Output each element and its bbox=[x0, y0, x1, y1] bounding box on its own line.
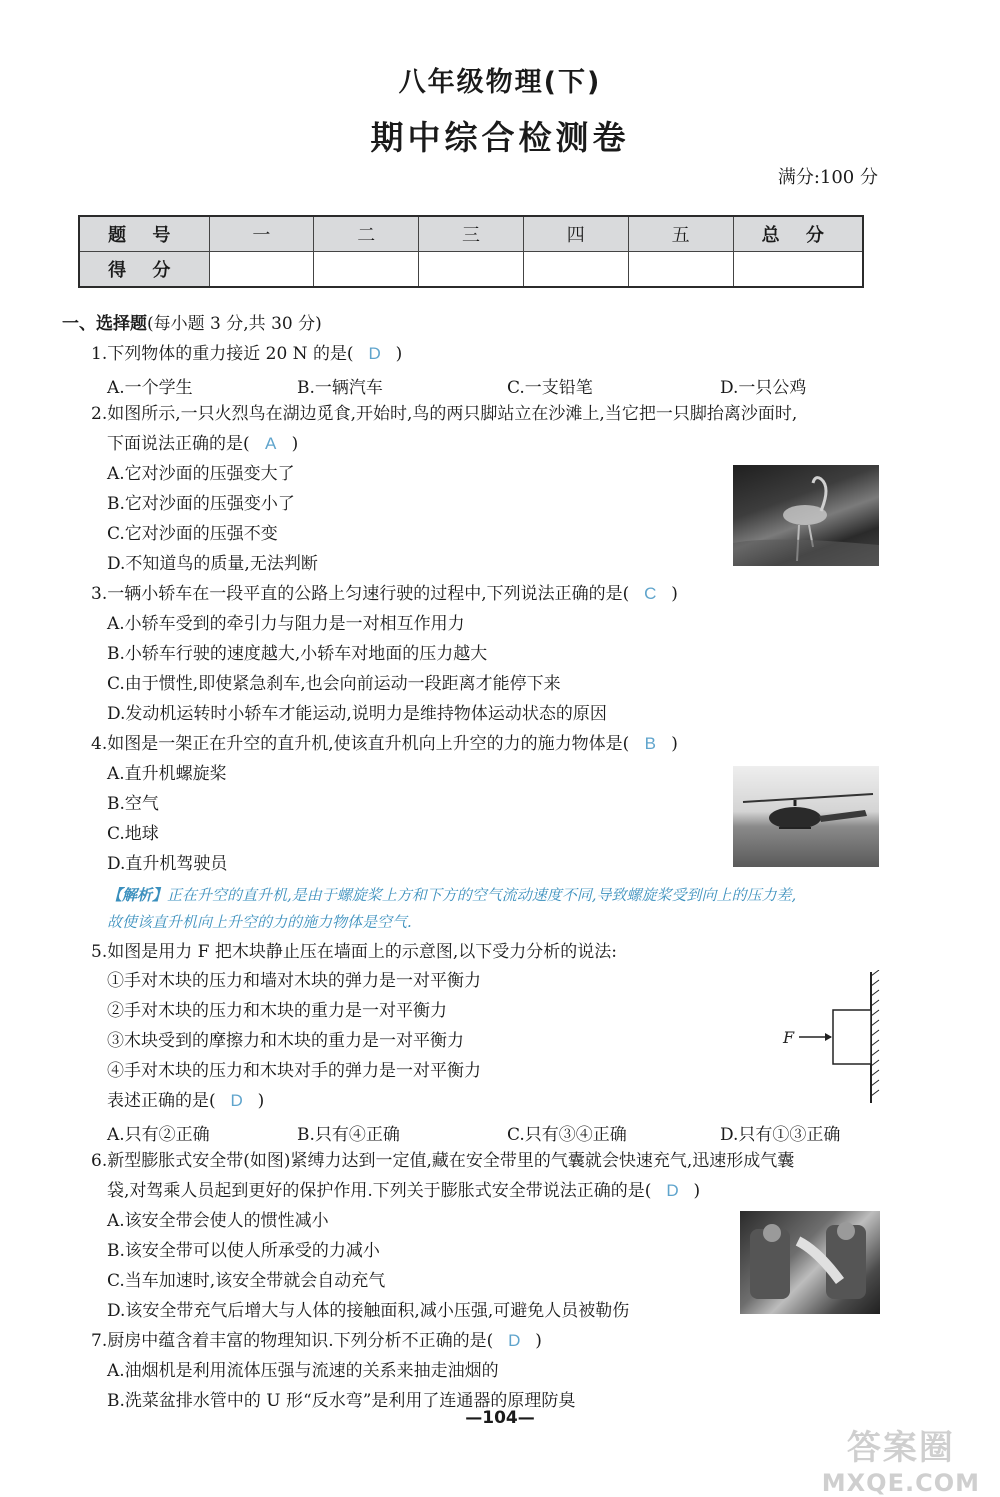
answer-mark: D bbox=[368, 344, 381, 363]
question-text: 袋,对驾乘人员起到更好的保护作用.下列关于膨胀式安全带说法正确的是( bbox=[107, 1181, 652, 1201]
question-2-option-d: D.不知道鸟的质量,无法判断 bbox=[107, 554, 318, 574]
question-4-stem bbox=[91, 733, 678, 755]
question-6-option-a: A.该安全带会使人的惯性减小 bbox=[107, 1211, 329, 1231]
answer-mark: A bbox=[264, 434, 277, 453]
section-title: 一、选择题 bbox=[62, 314, 147, 334]
answer-mark: B bbox=[644, 734, 656, 753]
question-6-stem-line2 bbox=[107, 1180, 700, 1202]
score-col-4: 四 bbox=[523, 216, 628, 252]
seatbelt-photo bbox=[740, 1211, 880, 1314]
question-4-option-c: C.地球 bbox=[107, 824, 159, 844]
question-7-stem bbox=[91, 1330, 542, 1352]
helicopter-photo bbox=[733, 766, 879, 867]
watermark bbox=[822, 1420, 980, 1497]
question-7-option-b: B.洗菜盆排水管中的 U 形“反水弯”是利用了连通器的原理防臭 bbox=[107, 1391, 576, 1411]
question-3-stem bbox=[91, 583, 678, 605]
question-2-stem-line2 bbox=[107, 433, 298, 455]
option-b: B.只有④正确 bbox=[297, 1125, 400, 1145]
question-text: 3.一辆小轿车在一段平直的公路上匀速行驶的过程中,下列说法正确的是( bbox=[91, 584, 630, 604]
close-paren: ) bbox=[671, 734, 678, 754]
question-text: 4.如图是一架正在升空的直升机,使该直升机向上升空的力的施力物体是( bbox=[91, 734, 630, 754]
score-cell-1[interactable] bbox=[209, 252, 314, 288]
score-table-score-row bbox=[79, 252, 863, 288]
close-paren: ) bbox=[395, 344, 403, 364]
option-c: C.只有③④正确 bbox=[507, 1125, 627, 1145]
full-mark: 满分:100 分 bbox=[777, 167, 878, 188]
force-label: F bbox=[783, 1028, 795, 1047]
watermark-logo-text: 答案圈 bbox=[846, 1428, 955, 1468]
score-cell-3[interactable] bbox=[419, 252, 524, 288]
question-text: 7.厨房中蕴含着丰富的物理知识.下列分析不正确的是( bbox=[91, 1331, 494, 1351]
score-col-3: 三 bbox=[419, 216, 524, 252]
close-paren: ) bbox=[291, 434, 299, 454]
section-heading bbox=[62, 313, 322, 335]
answer-mark: D bbox=[666, 1181, 679, 1200]
score-cell-total[interactable] bbox=[733, 252, 863, 288]
option-a: A.只有②正确 bbox=[107, 1125, 210, 1145]
score-cell-5[interactable] bbox=[628, 252, 733, 288]
question-5-statement-3: ③木块受到的摩擦力和木块的重力是一对平衡力 bbox=[107, 1031, 464, 1051]
question-7-option-a: A.油烟机是利用流体压强与流速的关系来抽走油烟的 bbox=[107, 1361, 499, 1381]
question-5-stem: 5.如图是用力 F 把木块静止压在墙面上的示意图,以下受力分析的说法: bbox=[91, 942, 617, 962]
question-4-analysis-line1 bbox=[107, 884, 796, 906]
question-2-option-a: A.它对沙面的压强变大了 bbox=[107, 464, 295, 484]
question-text: 下面说法正确的是( bbox=[107, 434, 250, 454]
question-3-option-b: B.小轿车行驶的速度越大,小轿车对地面的压力越大 bbox=[107, 644, 488, 664]
score-cell-4[interactable] bbox=[523, 252, 628, 288]
answer-mark: C bbox=[644, 584, 657, 603]
question-5-ask bbox=[107, 1090, 264, 1112]
question-6-option-b: B.该安全带可以使人所承受的力减小 bbox=[107, 1241, 380, 1261]
score-col-1: 一 bbox=[209, 216, 314, 252]
question-4-option-b: B.空气 bbox=[107, 794, 159, 814]
option-c: C.一支铅笔 bbox=[507, 378, 593, 398]
question-2-stem-line1: 2.如图所示,一只火烈鸟在湖边觅食,开始时,鸟的两只脚站立在沙滩上,当它把一只脚抬离沙面时, bbox=[91, 404, 798, 424]
close-paren: ) bbox=[693, 1181, 701, 1201]
score-row-label: 得 分 bbox=[79, 252, 209, 288]
score-col-2: 二 bbox=[314, 216, 419, 252]
score-col-5: 五 bbox=[628, 216, 733, 252]
close-paren: ) bbox=[257, 1091, 265, 1111]
question-6-stem-line1: 6.新型膨胀式安全带(如图)紧缚力达到一定值,藏在安全带里的气囊就会快速充气,迅速形成气囊 bbox=[91, 1151, 795, 1171]
answer-mark: D bbox=[508, 1331, 521, 1350]
close-paren: ) bbox=[535, 1331, 542, 1351]
score-table-header-row bbox=[79, 216, 863, 252]
question-2-option-c: C.它对沙面的压强不变 bbox=[107, 524, 278, 544]
question-4-analysis-line2: 故使该直升机向上升空的力的施力物体是空气. bbox=[107, 913, 412, 931]
question-2-option-b: B.它对沙面的压强变小了 bbox=[107, 494, 295, 514]
subject-heading: 八年级物理(下) bbox=[398, 67, 602, 98]
score-cell-2[interactable] bbox=[314, 252, 419, 288]
question-4-option-a: A.直升机螺旋桨 bbox=[107, 764, 227, 784]
option-a: A.一个学生 bbox=[107, 378, 193, 398]
wall-block-diagram bbox=[775, 970, 885, 1105]
question-5-statement-4: ④手对木块的压力和木块对手的弹力是一对平衡力 bbox=[107, 1061, 481, 1081]
question-6-option-c: C.当车加速时,该安全带就会自动充气 bbox=[107, 1271, 386, 1291]
analysis-tag: 【解析】 bbox=[107, 886, 168, 904]
watermark-url: MXQE.COM bbox=[821, 1469, 980, 1497]
question-1-stem bbox=[91, 343, 402, 365]
section-note: (每小题 3 分,共 30 分) bbox=[147, 314, 322, 334]
option-d: D.只有①③正确 bbox=[720, 1125, 841, 1145]
question-3-option-c: C.由于惯性,即使紧急刹车,也会向前运动一段距离才能停下来 bbox=[107, 674, 561, 694]
question-5-statement-1: ①手对木块的压力和墙对木块的弹力是一对平衡力 bbox=[107, 971, 481, 991]
question-3-option-a: A.小轿车受到的牵引力与阻力是一对相互作用力 bbox=[107, 614, 465, 634]
score-col-total: 总 分 bbox=[733, 216, 863, 252]
question-5-statement-2: ②手对木块的压力和木块的重力是一对平衡力 bbox=[107, 1001, 447, 1021]
score-header-label: 题 号 bbox=[79, 216, 209, 252]
exam-title: 期中综合检测卷 bbox=[370, 118, 630, 157]
option-d: D.一只公鸡 bbox=[720, 378, 807, 398]
question-6-option-d: D.该安全带充气后增大与人体的接触面积,减小压强,可避免人员被勒伤 bbox=[107, 1301, 630, 1321]
question-text: 表述正确的是( bbox=[107, 1091, 216, 1111]
analysis-text: 正在升空的直升机,是由于螺旋桨上方和下方的空气流动速度不同,导致螺旋桨受到向上的压力差, bbox=[167, 886, 797, 904]
question-text: 1.下列物体的重力接近 20 N 的是( bbox=[91, 344, 354, 364]
question-3-option-d: D.发动机运转时小轿车才能运动,说明力是维持物体运动状态的原因 bbox=[107, 704, 607, 724]
close-paren: ) bbox=[671, 584, 678, 604]
option-b: B.一辆汽车 bbox=[297, 378, 383, 398]
flamingo-photo bbox=[733, 465, 879, 566]
answer-mark: D bbox=[230, 1091, 243, 1110]
page-number: —104— bbox=[465, 1408, 535, 1428]
score-table bbox=[78, 215, 864, 288]
question-4-option-d: D.直升机驾驶员 bbox=[107, 854, 228, 874]
